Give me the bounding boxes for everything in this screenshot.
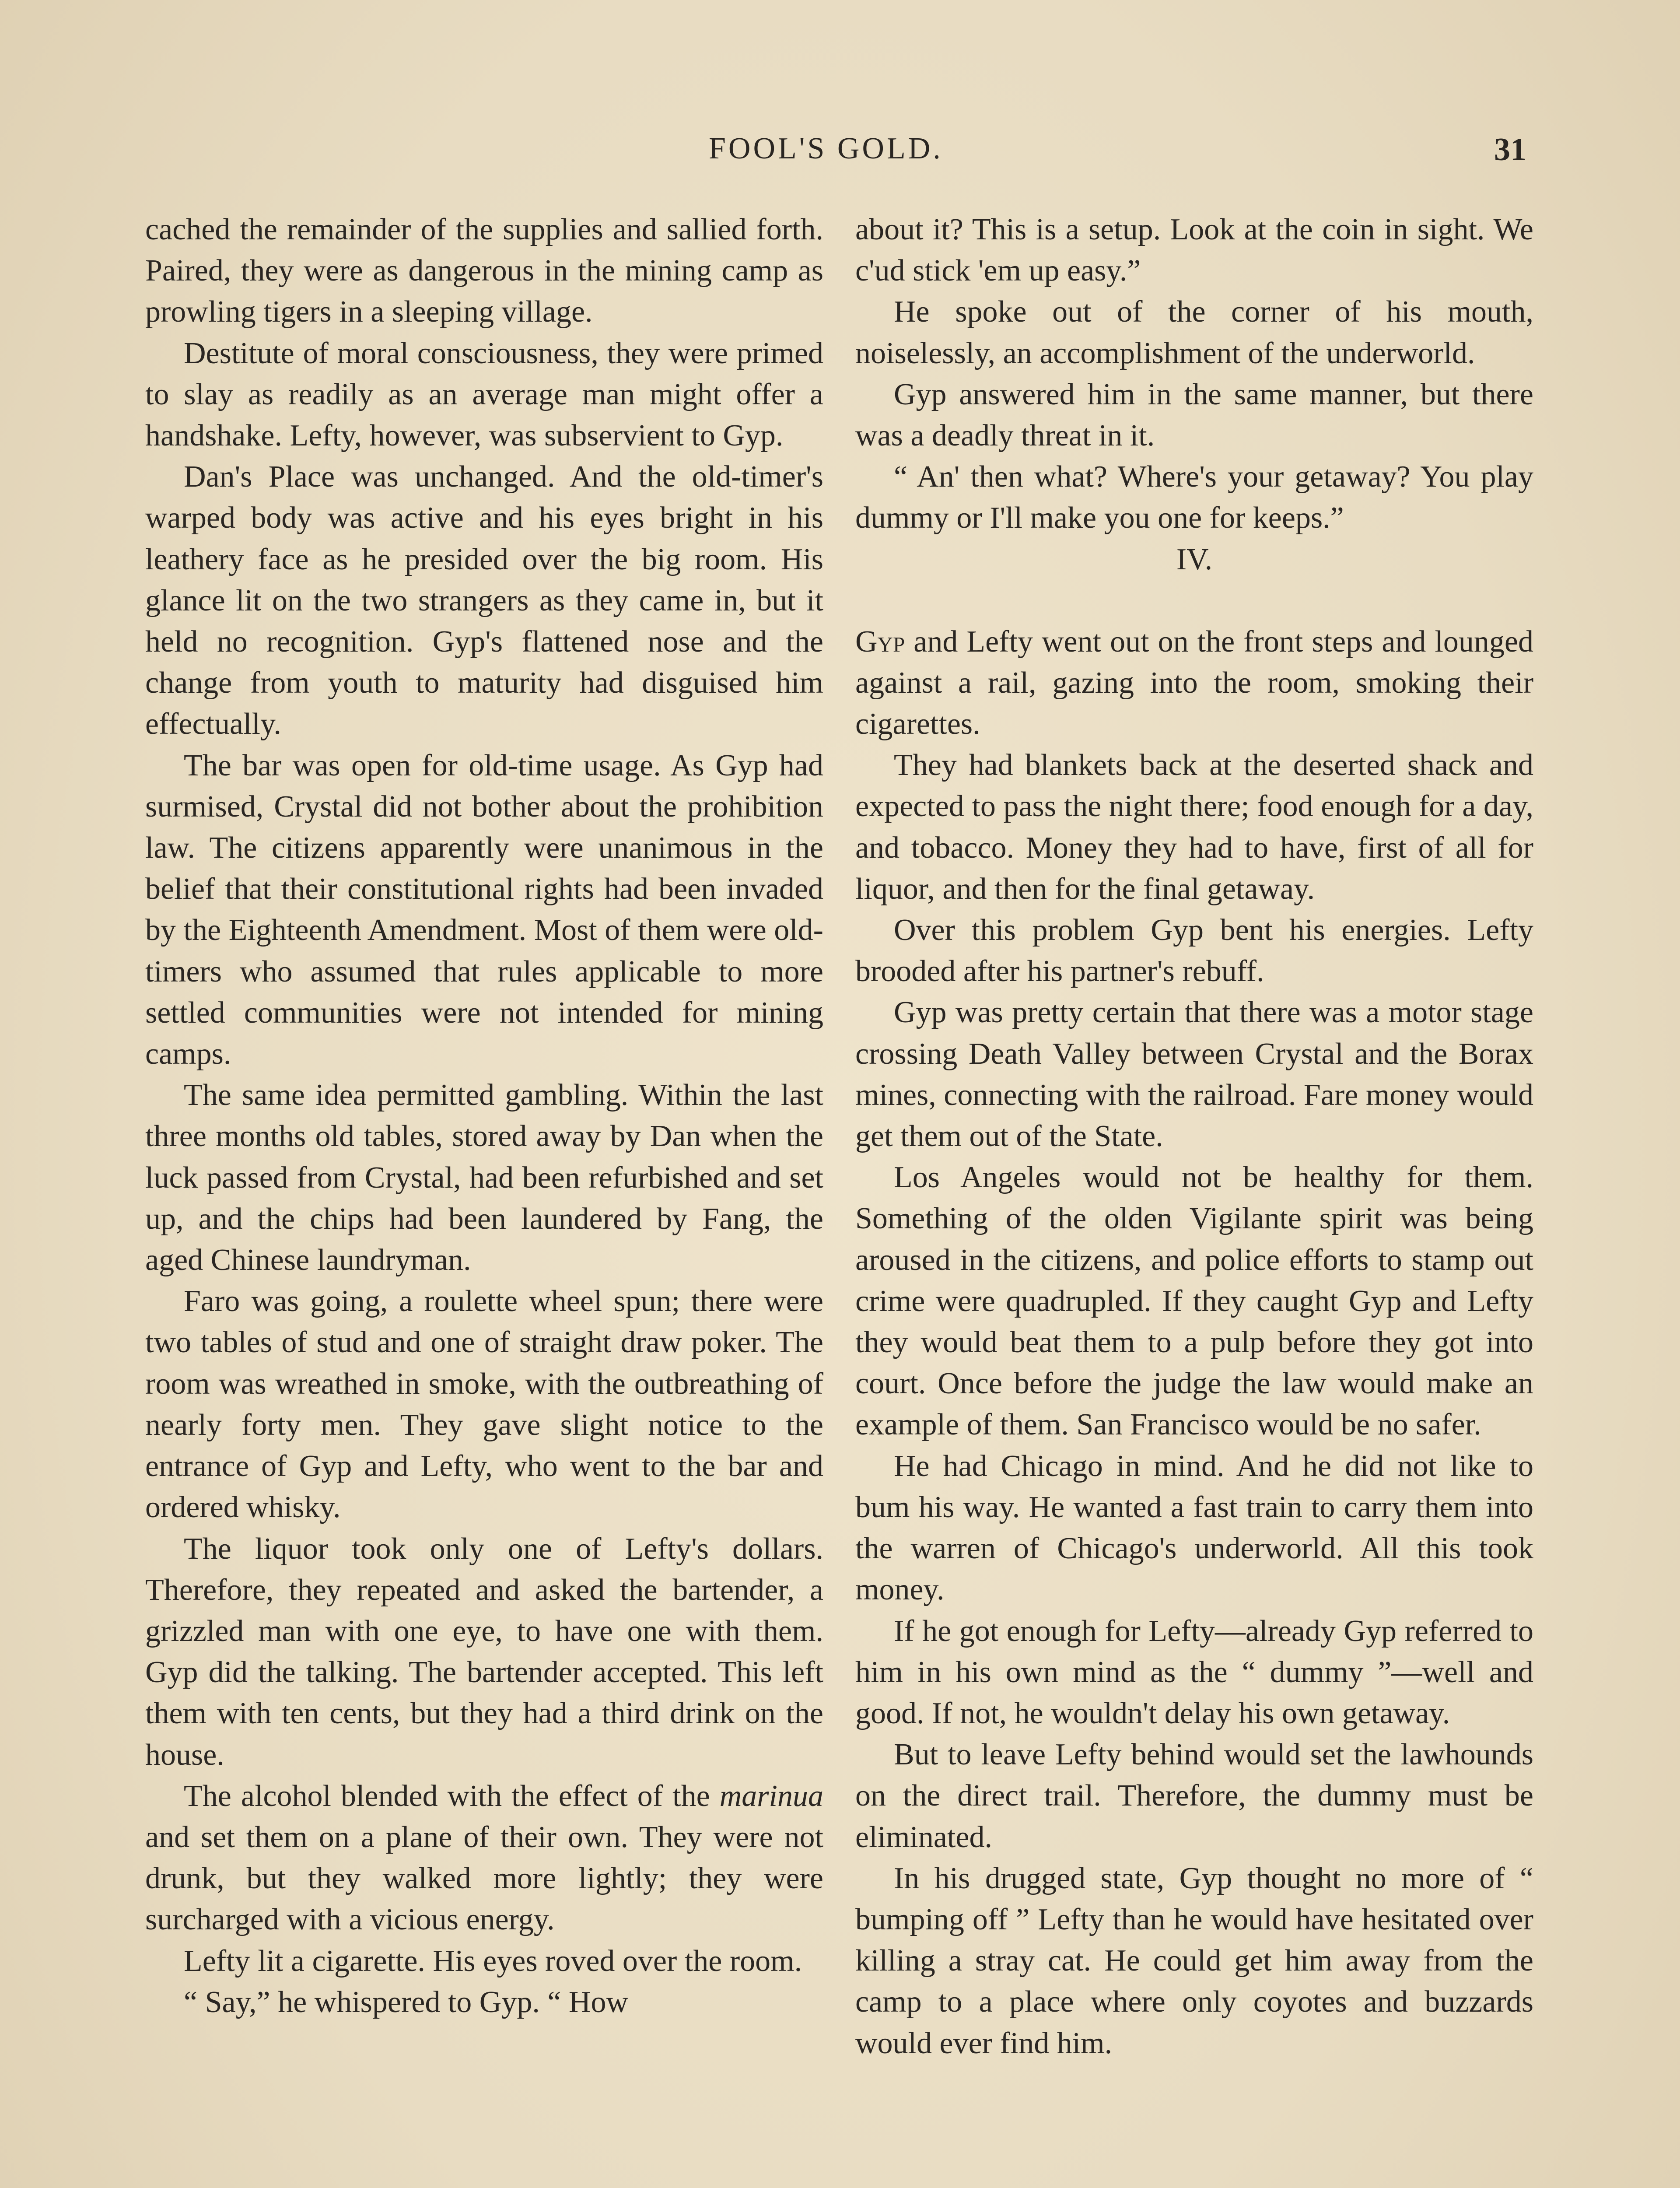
paragraph: Lefty lit a cigarette. His eyes roved over the room. bbox=[184, 1944, 802, 1978]
paragraph: In his drugged state, Gyp thought no more of “ bumping off ” Lefty than he would have hesitated over killing a stray cat. He could get him away from the camp to a place where only coyotes and buzzards would ever find him. bbox=[855, 1861, 1533, 2060]
section-heading: IV. bbox=[1176, 542, 1213, 576]
italic-word: marinua bbox=[719, 1779, 823, 1813]
text-span: and Lefty went out on the front steps and lounged against a rail, gazing into the room, smoking their cigarettes. bbox=[855, 624, 1533, 741]
paragraph: Gyp answered him in the same manner, but there was a deadly threat in it. bbox=[855, 377, 1533, 453]
paragraph: about it? This is a setup. Look at the coin in sight. We c'ud stick 'em up easy.” bbox=[855, 213, 1533, 288]
paragraph: Over this problem Gyp bent his energies. Lefty brooded after his partner's rebuff. bbox=[855, 913, 1533, 989]
right-column bbox=[855, 209, 1533, 2064]
paragraph: Faro was going, a roulette wheel spun; there were two tables of stud and one of straight draw poker. The room was wreathed in smoke, with the outbreathing of nearly forty men. They gave slight notice to the entrance of Gyp and Lefty, who went to the bar and ordered whisky. bbox=[145, 1284, 823, 1525]
paragraph: If he got enough for Lefty—already Gyp referred to him in his own mind as the “ dummy ”—well and good. If not, he wouldn't delay his own getaway. bbox=[855, 1614, 1533, 1730]
paragraph-marinua bbox=[145, 1776, 823, 1941]
paragraph: “ Say,” he whispered to Gyp. “ How bbox=[184, 1985, 629, 2019]
page-number: 31 bbox=[1494, 132, 1526, 168]
section-opening-paragraph bbox=[855, 621, 1533, 745]
paragraph: But to leave Lefty behind would set the lawhounds on the direct trail. Therefore, the dummy must be eliminated. bbox=[855, 1738, 1533, 1854]
text-span: and set them on a plane of their own. They were not drunk, but they walked more lightly; they were surcharged with a vicious energy. bbox=[145, 1820, 823, 1937]
paragraph: He spoke out of the corner of his mouth, noiselessly, an accomplishment of the underworld. bbox=[855, 295, 1533, 370]
paragraph: “ An' then what? Where's your getaway? You play dummy or I'll make you one for keeps.” bbox=[855, 460, 1533, 535]
paragraph: Destitute of moral consciousness, they were primed to slay as readily as an average man might offer a handshake. Lefty, however, was subservient to Gyp. bbox=[145, 336, 823, 453]
paragraph: Gyp was pretty certain that there was a motor stage crossing Death Valley between Crystal and the Borax mines, connecting with the railroad. Fare money would get them out of the State. bbox=[855, 996, 1533, 1154]
paragraph: cached the remainder of the supplies and sallied forth. Paired, they were as dangerous in the mining camp as prowling tigers in a sleeping village. bbox=[145, 213, 823, 329]
paragraph: He had Chicago in mind. And he did not like to bum his way. He wanted a fast train to carry them into the warren of Chicago's underworld. All this took money. bbox=[855, 1449, 1533, 1607]
running-head: FOOL'S GOLD. bbox=[709, 132, 943, 165]
paragraph: Dan's Place was unchanged. And the old-timer's warped body was active and his eyes bright in his leathery face as he presided over the big room. His glance lit on the two strangers as they came in, but it held no recognition. Gyp's flattened nose and the change from youth to maturity had disguised him effectually. bbox=[145, 460, 823, 741]
lead-word: Gyp bbox=[855, 624, 905, 659]
paragraph: The liquor took only one of Lefty's dollars. Therefore, they repeated and asked the bartender, a grizzled man with one eye, to have one with them. Gyp did the talking. The bartender accepted. This left them with ten cents, but they had a third drink on the house. bbox=[145, 1532, 823, 1772]
text-span: The alcohol blended with the effect of the bbox=[184, 1779, 720, 1813]
paragraph: The same idea permitted gambling. Within the last three months old tables, stored away by Dan when the luck passed from Crystal, had been refurbished and set up, and the chips had been laundered by Fang, the aged Chinese laundryman. bbox=[145, 1078, 823, 1277]
paragraph: They had blankets back at the deserted shack and expected to pass the night there; food enough for a day, and tobacco. Money they had to have, first of all for liquor, and then for the final getaway. bbox=[855, 748, 1533, 906]
paragraph: Los Angeles would not be healthy for them. Something of the olden Vigilante spirit was being aroused in the citizens, and police efforts to stamp out crime were quadrupled. If they caught Gyp and Lefty they would beat them to a pulp before they got into court. Once before the judge the law would make an example of them. San Francisco would be no safer. bbox=[855, 1161, 1533, 1442]
left-column bbox=[145, 209, 823, 2023]
paragraph: The bar was open for old-time usage. As Gyp had surmised, Crystal did not bother about the prohibition law. The citizens apparently were unanimous in the belief that their constitutional rights had been invaded by the Eighteenth Amendment. Most of them were old-timers who assumed that rules applicable to more settled communities were not intended for mining camps. bbox=[145, 748, 823, 1071]
